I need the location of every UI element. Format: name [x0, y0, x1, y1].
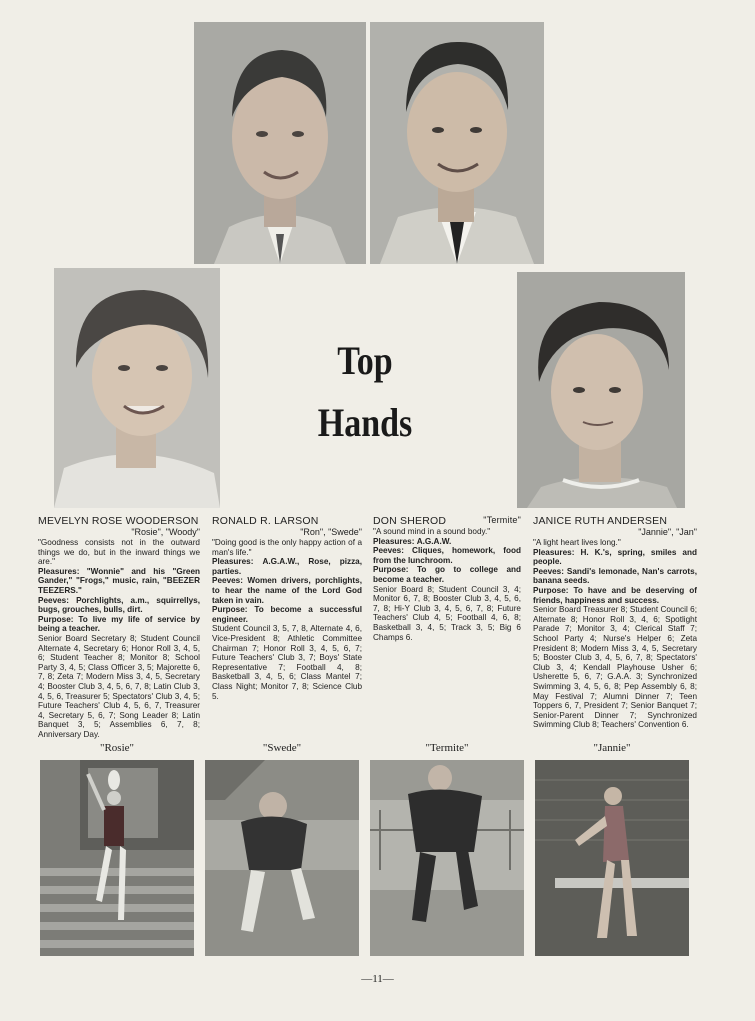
portrait-silhouette — [54, 268, 220, 508]
action-photo-scene — [535, 760, 689, 956]
bio-pleasures: Pleasures: A.G.A.W. — [373, 536, 452, 546]
page-title-line2: Hands — [317, 400, 413, 445]
page-number: —11— — [361, 973, 394, 985]
bio-quote: "A light heart lives long." — [533, 538, 621, 547]
bio-activities: Senior Board Secretary 8; Student Council Alternate 4, Secretary 6; Honor Roll 3, 4, 5, 6; Student Teacher 8; Monitor 8; School Party 3, 4, 5; Class Officer 3, 5; Majorette 6, 7, 8; Zeta 7; Modern Miss 3, 4, 5, Secretary 4; Booster Club 3, 4, 5, 6, 7, 8; Latin Club 3, 4, 5, 6, Treasurer 5; Spectators' Club 3, 4, 5; Future Teachers' Club 4, 5, 6, 7, Treasurer 4, Secretary 5, 6, 7; Song Leader 8; Latin Banquet 3, 5; Assemblies 6, 7, 8; Anniversary Day. — [38, 633, 200, 739]
bio-activities: Senior Board Treasurer 8; Student Council 6; Alternate 8; Honor Roll 3, 4, 6; Spotlight Parade 7; Monitor 3, 4; Clerical Staff 7; School Party 4; Nurse's Helper 6; Zeta President 8; Modern Miss 3, 4, 5, Secretary 5; Booster Club 3, 4, 5, 6, 7, 8; Spectators' Club 3, 4; Kendall Playhouse Usher 6; Usherette 5, 6, 7; G.A.A. 3; Synchronized Swimming 3, 4, 5, 6, 8; Pep Assembly 6, 8; May Festival 7; Alumni Dinner 7; Teen Toppers 6, 7, President 7; Senior Banquet 7; Senior-Parent Dinner 7; Synchronized Swimming Club 8; Teachers' Convention 6. — [533, 605, 697, 730]
bio-pleasures: Pleasures: H. K.'s, spring, smiles and people. — [533, 547, 697, 567]
bio-column — [533, 515, 697, 730]
photo-caption: "Rosie" — [99, 742, 135, 754]
bio-name: DON SHEROD — [373, 515, 447, 527]
bio-activities: Senior Board 8; Student Council 3, 4; Monitor 6, 7, 8; Booster Club 3, 4, 5, 6, 7, 8; Hi-Y Club 3, 4, 5, 6, 7, 8; Future Teachers' Club 4, 5; Football 4, 6, 8; Basketball 3, 4, 5; Track 3, 5; Big 6 Champs 6. — [373, 584, 521, 642]
bio-column — [212, 515, 362, 701]
bio-quote: "Goodness consists not in the outward things we do, but in the inward things we are." — [38, 538, 200, 567]
bio-name: RONALD R. LARSON — [212, 515, 319, 527]
page-title — [250, 330, 480, 454]
bio-pleasures: Pleasures: "Wonnie" and his "Green Gander," "Frogs," music, rain, "BEEZER TEEZERS." — [38, 566, 200, 595]
bio-nicknames: "Jannie", "Jan" — [638, 527, 697, 537]
portrait-don-sherod — [370, 22, 544, 264]
bio-nicknames: "Ron", "Swede" — [300, 527, 362, 537]
bio-purpose: Purpose: To go to college and become a teacher. — [373, 565, 521, 584]
action-photo-scene — [40, 760, 194, 956]
action-photo-swimsuit — [535, 760, 689, 956]
action-photo-football-running — [370, 760, 524, 956]
bio-nicknames: "Rosie", "Woody" — [131, 527, 200, 537]
portrait-silhouette — [194, 22, 366, 264]
portrait-silhouette — [370, 22, 544, 264]
bio-peeves: Peeves: Cliques, homework, food from the lunchroom. — [373, 546, 521, 565]
bio-peeves: Peeves: Porchlights, a.m., squirrellys, bugs, grouches, bulls, dirt. — [38, 595, 200, 615]
portrait-mevelyn-wooderson — [54, 268, 220, 508]
bio-name: JANICE RUTH ANDERSEN — [533, 515, 668, 527]
bio-column — [38, 515, 200, 739]
bio-column — [373, 515, 521, 642]
bio-purpose: Purpose: To live my life of service by being a teacher. — [38, 614, 201, 634]
portrait-silhouette — [517, 272, 685, 508]
bio-name-row — [373, 515, 521, 527]
action-photo-football-stance — [205, 760, 359, 956]
bio-peeves: Peeves: Women drivers, porchlights, to hear the name of the Lord God taken in vain. — [212, 576, 362, 605]
portrait-janice-andersen — [517, 272, 685, 508]
photo-caption: "Swede" — [262, 742, 302, 754]
bio-quote: "A sound mind in a sound body." — [373, 527, 491, 536]
page-title-line1: Top — [337, 338, 393, 383]
bio-nicknames: "Termite" — [483, 515, 521, 525]
portrait-ronald-larson — [194, 22, 366, 264]
bio-pleasures: Pleasures: A.G.A.W., Rose, pizza, parties. — [212, 557, 362, 576]
bio-quote: "Doing good is the only happy action of a man's life." — [212, 538, 362, 557]
action-photo-scene — [205, 760, 359, 956]
bio-purpose: Purpose: To have and be deserving of friends, happiness and success. — [533, 585, 698, 605]
photo-caption: "Jannie" — [593, 742, 631, 754]
action-photo-majorette — [40, 760, 194, 956]
action-photo-scene — [370, 760, 524, 956]
bio-purpose: Purpose: To become a successful engineer. — [212, 605, 362, 624]
bio-name: MEVELYN ROSE WOODERSON — [38, 515, 199, 527]
bio-activities: Student Council 3, 5, 7, 8, Alternate 4, 6, Vice-President 8; Athletic Committee Chairman 7; Honor Roll 3, 4, 5, 6, 7; Future Teachers' Club 3, 7; Boys' State Representative 7; Football 4, 8; Basketball 3, 4, 5, 6; Class Mantel 7; Class Night; Monitor 7, 8; Science Club 5. — [212, 624, 362, 701]
photo-caption: "Termite" — [425, 742, 469, 754]
bio-peeves: Peeves: Sandi's lemonade, Nan's carrots, banana seeds. — [533, 566, 697, 586]
